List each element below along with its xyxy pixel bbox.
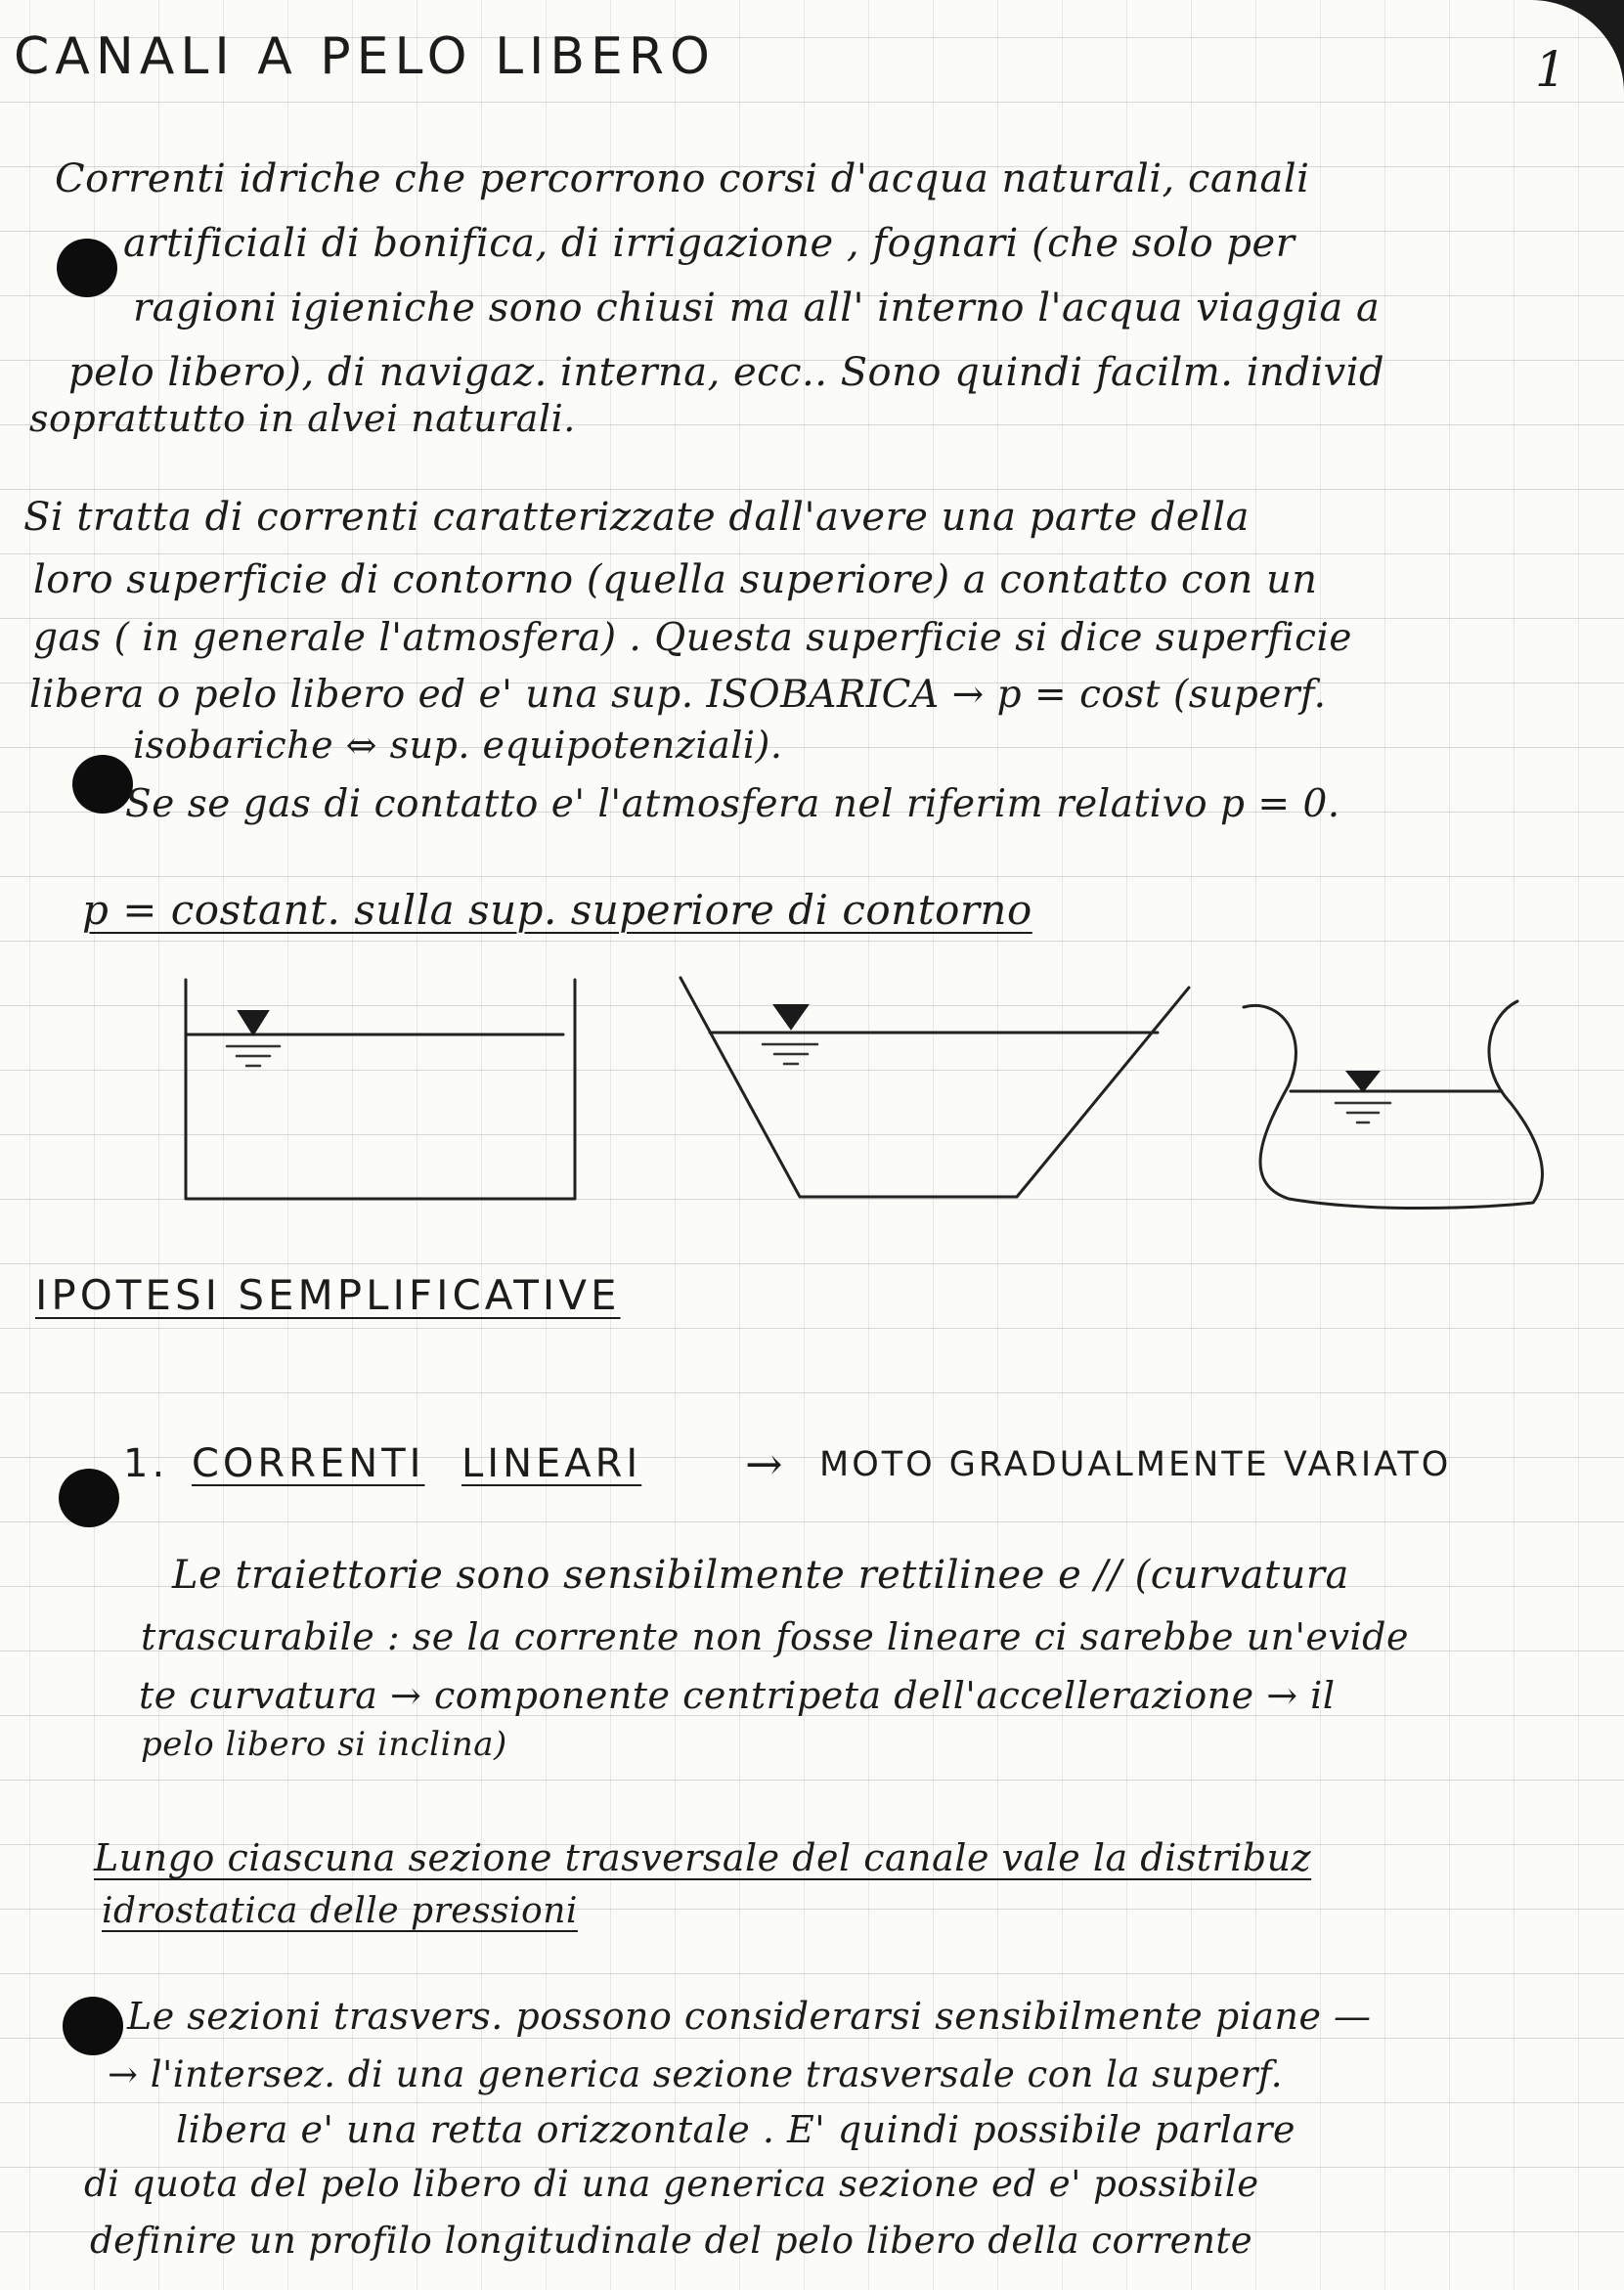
item-result: MOTO GRADUALMENTE VARIATO: [819, 1445, 1452, 1484]
item-number: 1.: [123, 1441, 169, 1486]
text-line: di quota del pelo libero di una generica sezione ed e' possibile: [84, 2163, 1259, 2205]
text-line: isobariche ⇔ sup. equipotenziali).: [133, 724, 783, 767]
section-heading: IPOTESI SEMPLIFICATIVE: [35, 1271, 621, 1319]
text-line: pelo libero si inclina): [141, 1725, 507, 1764]
text-line: gas ( in generale l'atmosfera) . Questa superficie si dice superficie: [33, 616, 1353, 660]
rectangular-channel: [186, 980, 575, 1199]
natural-channel: [1244, 1001, 1542, 1209]
item-title-correnti: CORRENTI: [192, 1441, 425, 1486]
text-line: Lungo ciascuna sezione trasversale del canale vale la distribuz: [94, 1836, 1312, 1879]
text-line: Si tratta di correnti caratterizzate dall'avere una parte della: [23, 495, 1250, 540]
text-line: trascurabile : se la corrente non fosse lineare ci sarebbe un'evide: [141, 1615, 1409, 1658]
free-surface-triangle-icon: [774, 1005, 808, 1029]
text-line: → l'intersez. di una generica sezione trasversale con la superf.: [108, 2053, 1283, 2095]
arrow-icon: →: [745, 1437, 784, 1490]
text-line: soprattutto in alvei naturali.: [29, 397, 576, 440]
bullet-dot: [59, 1469, 119, 1527]
text-line: libera o pelo libero ed e' una sup. ISOBARICA → p = cost (superf.: [29, 673, 1327, 717]
text-line: ragioni igieniche sono chiusi ma all' interno l'acqua viaggia a: [133, 286, 1381, 330]
text-line: loro superficie di contorno (quella superiore) a contatto con un: [33, 557, 1318, 602]
text-line: artificiali di bonifica, di irrigazione , fognari (che solo per: [123, 221, 1295, 266]
text-line: idrostatica delle pressioni: [102, 1891, 578, 1931]
text-line: te curvatura → componente centripeta dell'accellerazione → il: [139, 1674, 1336, 1717]
text-line: definire un profilo longitudinale del pelo libero della corrente: [90, 2220, 1253, 2262]
page-title: CANALI A PELO LIBERO: [14, 27, 716, 86]
text-line: pelo libero), di navigaz. interna, ecc.. Sono quindi facilm. individ: [68, 350, 1385, 395]
text-line: Le traiettorie sono sensibilmente rettilinee e // (curvatura: [172, 1553, 1349, 1598]
item-title-lineari: LINEARI: [461, 1441, 642, 1486]
text-line: Se se gas di contatto e' l'atmosfera nel riferim relativo p = 0.: [125, 782, 1340, 826]
constant-pressure-line: p = costant. sulla sup. superiore di contorno: [82, 886, 1032, 934]
trapezoidal-channel: [680, 978, 1189, 1197]
free-surface-triangle-icon: [239, 1011, 268, 1035]
text-line: Correnti idriche che percorrono corsi d'acqua naturali, canali: [55, 156, 1310, 201]
text-line: libera e' una retta orizzontale . E' quindi possibile parlare: [176, 2108, 1295, 2151]
text-line: Le sezioni trasvers. possono considerarsi sensibilmente piane —: [127, 1995, 1372, 2038]
bullet-dot: [63, 1997, 123, 2055]
free-surface-triangle-icon: [1347, 1072, 1379, 1091]
page-number: 1: [1535, 41, 1567, 98]
